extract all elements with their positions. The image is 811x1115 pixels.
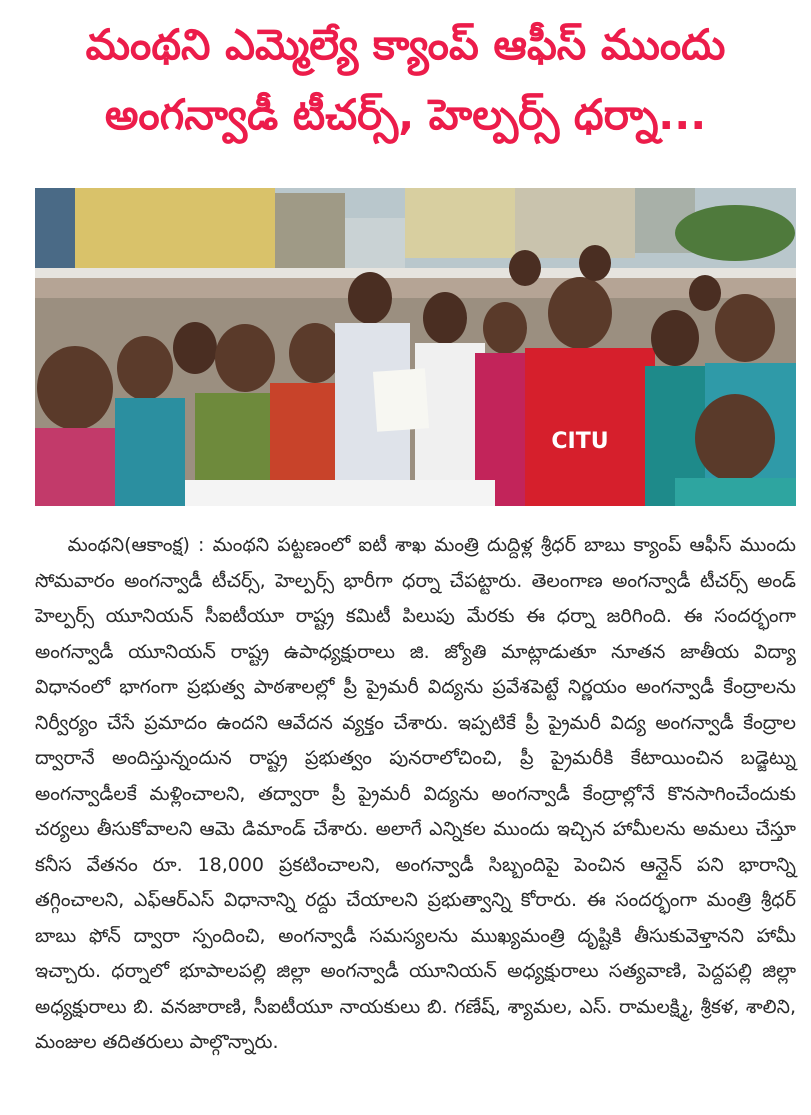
- article-dateline: మంథని(ఆకాంక్ష): [67, 534, 190, 556]
- headline-line-1: మంథని ఎమ్మెల్యే క్యాంప్ ఆఫీస్ ముందు: [85, 20, 726, 69]
- article-body: [35, 528, 796, 1061]
- citu-banner-text: CITU: [551, 429, 609, 454]
- photo-protest-image: [35, 188, 796, 506]
- headline-line-2: అంగన్వాడీ టీచర్స్, హెల్పర్స్ ధర్నా...: [104, 90, 707, 139]
- headline: [0, 10, 811, 150]
- news-photo: [35, 188, 796, 506]
- article-text: : మంథని పట్టణంలో ఐటీ శాఖ మంత్రి దుద్దిళ్ల శ్రీధర్ బాబు క్యాంప్ ఆఫీస్ ముందు సోమవారం అంగన్వాడీ టీచర్స్, హెల్పర్స్ భారీగా ధర్నా చేపట్టారు. తెలంగాణ అంగన్వాడీ టీచర్స్ అండ్ హెల్పర్స్ యూనియన్ సీఐటీయూ రాష్ట్ర కమిటీ పిలుపు మేరకు ఈ ధర్నా జరిగింది. ఈ సందర్భంగా అంగన్వాడీ యూనియన్ రాష్ట్ర ఉపాధ్యక్షురాలు జి. జ్యోతి మాట్లాడుతూ నూతన జాతీయ విద్యా విధానంలో భాగంగా ప్రభుత్వ పాఠశాలల్లో ప్రీ ప్రైమరీ విద్యను ప్రవేశపెట్టే నిర్ణయం అంగన్వాడీ కేంద్రాలను నిర్వీర్యం చేసే ప్రమాదం ఉందని ఆవేదన వ్యక్తం చేశారు. ఇప్పటికే ప్రీ ప్రైమరీ విద్య అంగన్వాడీ కేంద్రాల ద్వారానే అందిస్తున్నందున రాష్ట్ర ప్రభుత్వం పునరాలోచించి, ప్రీ ప్రైమరీకి కేటాయించిన బడ్జెట్ను అంగన్వాడీలకే మళ్లించాలని, తద్వారా ప్రీ ప్రైమరీ విద్యను అంగన్వాడీ కేంద్రాల్లోనే కొనసాగించేందుకు చర్యలు తీసుకోవాలని ఆమె డిమాండ్ చేశారు. అలాగే ఎన్నికల ముందు ఇచ్చిన హామీలను అమలు చేస్తూ కనీస వేతనం రూ. 18,000 ప్రకటించాలని, అంగన్వాడీ సిబ్బందిపై పెంచిన ఆన్లైన్ పని భారాన్ని తగ్గించాలని, ఎఫ్ఆర్ఎస్ విధానాన్ని రద్దు చేయాలని ప్రభుత్వాన్ని కోరారు. ఈ సందర్భంగా మంత్రి శ్రీధర్ బాబు ఫోన్ ద్వారా స్పందించి, అంగన్వాడీ సమస్యలను ముఖ్యమంత్రి దృష్టికి తీసుకువెళ్తానని హామీ ఇచ్చారు. ధర్నాలో భూపాలపల్లి జిల్లా అంగన్వాడీ యూనియన్ అధ్యక్షురాలు సత్యవాణి, పెద్దపల్లి జిల్లా అధ్యక్షురాలు బి. వనజారాణి, సీఐటీయూ నాయకులు బి. గణేష్, శ్యామల, ఎస్. రామలక్ష్మి, శ్రీకళ, శాలిని, మంజుల తదితరులు పాల్గొన్నారు.: [35, 534, 796, 1053]
